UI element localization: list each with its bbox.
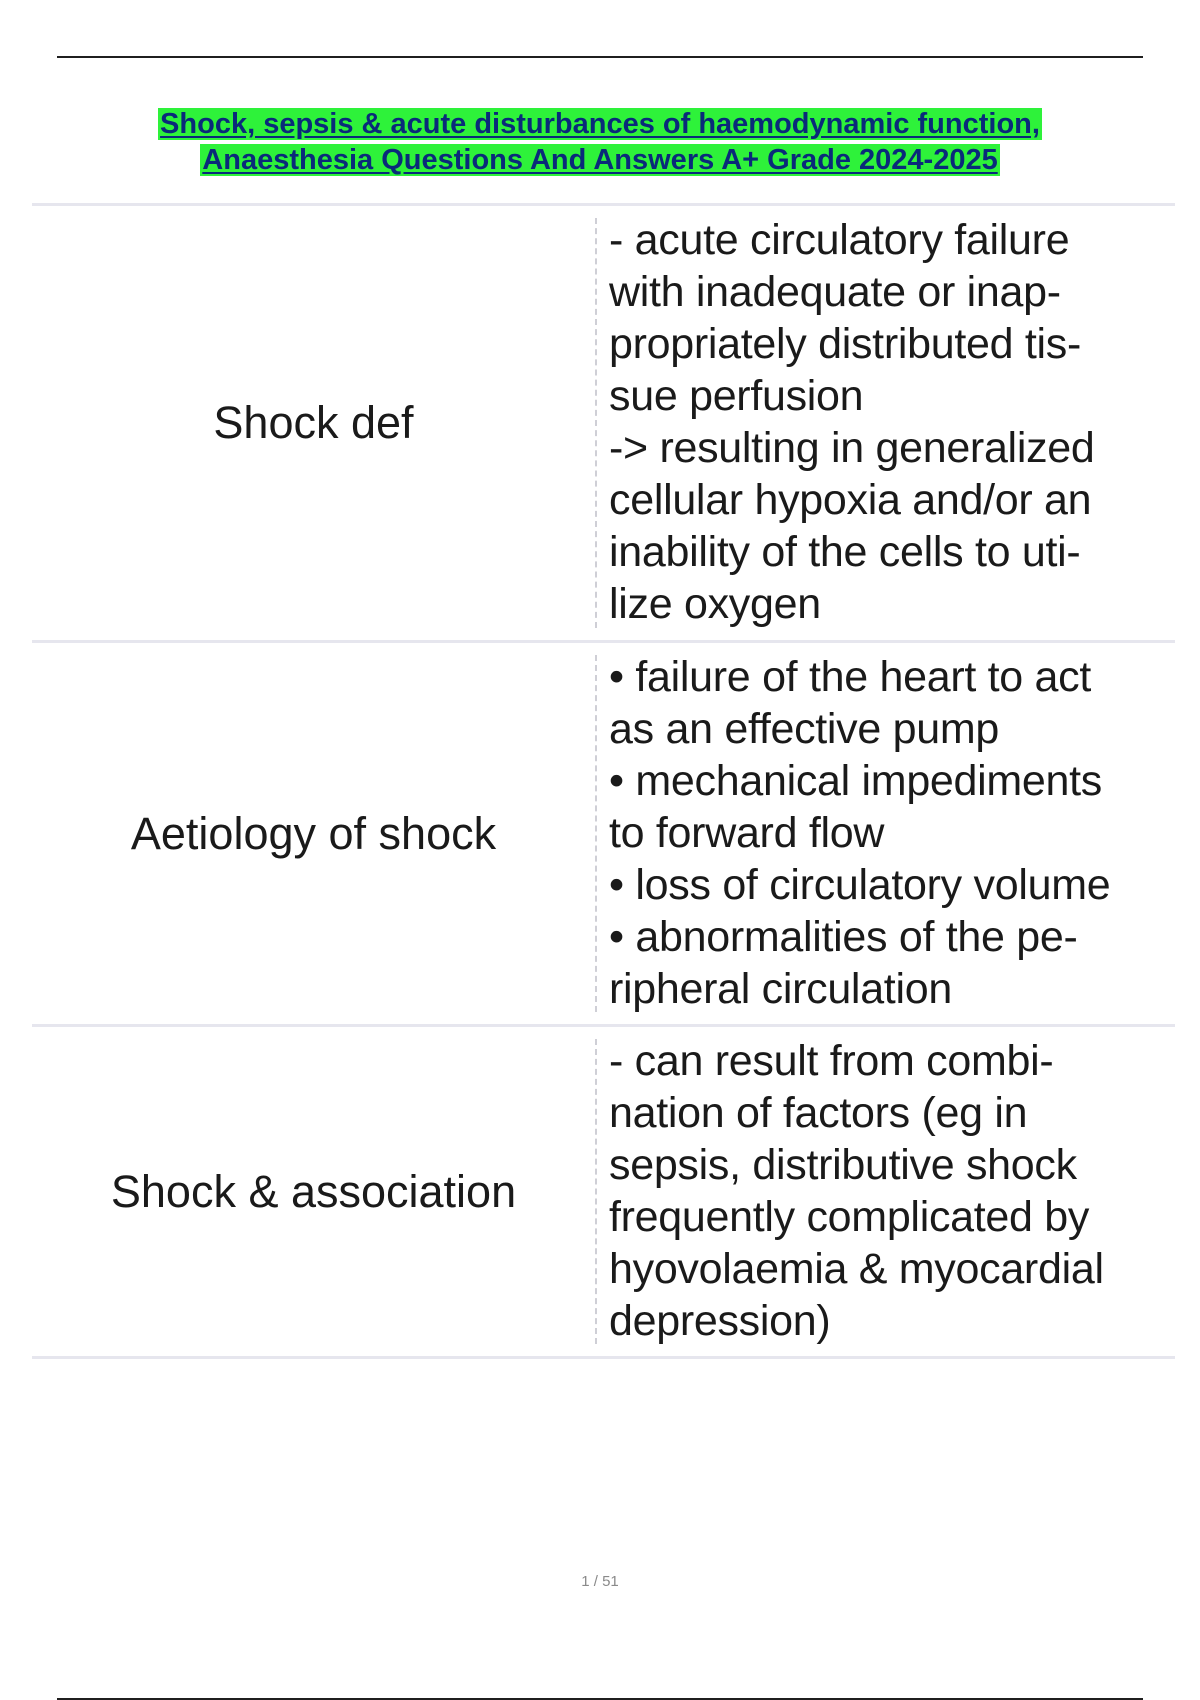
definition-line: frequently complicated by <box>609 1193 1090 1241</box>
definition-line: to forward flow <box>609 809 885 857</box>
table-row <box>32 643 1175 1027</box>
definition-cell <box>597 1027 1175 1356</box>
definition-line: ripheral circulation <box>609 965 952 1013</box>
term-cell: Shock def <box>213 397 414 448</box>
definition-line: hyovolaemia & myocardial <box>609 1245 1104 1293</box>
title-line-2: Anaesthesia Questions And Answers A+ Grade 2024-2025 <box>202 144 998 176</box>
definition-line: depression) <box>609 1297 831 1345</box>
definition-cell <box>597 206 1175 640</box>
definition-line: sue perfusion <box>609 372 864 420</box>
definition-line: inability of the cells to uti- <box>609 528 1081 576</box>
definition-line: • abnormalities of the pe- <box>609 913 1078 961</box>
term-cell: Aetiology of shock <box>130 807 497 859</box>
definition-line: sepsis, distributive shock <box>609 1141 1077 1189</box>
definition-line: cellular hypoxia and/or an <box>609 476 1092 524</box>
definition-line: lize oxygen <box>609 580 821 628</box>
definition-line: propriately distributed tis- <box>609 320 1081 368</box>
flashcard-table <box>32 203 1175 1359</box>
document-title <box>0 106 1200 178</box>
definition-line: - acute circulatory failure <box>609 216 1070 264</box>
definition-line: with inadequate or inap- <box>609 268 1061 316</box>
definition-line: • failure of the heart to act <box>609 653 1092 701</box>
definition-line: -> resulting in generalized <box>609 424 1095 472</box>
definition-line: nation of factors (eg in <box>609 1089 1028 1137</box>
table-row <box>32 206 1175 643</box>
term-cell: Shock & association <box>110 1165 517 1217</box>
definition-line: • mechanical impediments <box>609 757 1103 805</box>
definition-cell <box>597 643 1175 1024</box>
definition-line: • loss of circulatory volume <box>609 861 1111 909</box>
definition-line: - can result from combi- <box>609 1037 1054 1085</box>
title-line-1: Shock, sepsis & acute disturbances of haemodynamic function, <box>160 108 1040 140</box>
page-indicator: 1 / 51 <box>581 1573 619 1590</box>
definition-line: as an effective pump <box>609 705 1000 753</box>
table-row <box>32 1027 1175 1359</box>
top-rule <box>57 56 1143 58</box>
